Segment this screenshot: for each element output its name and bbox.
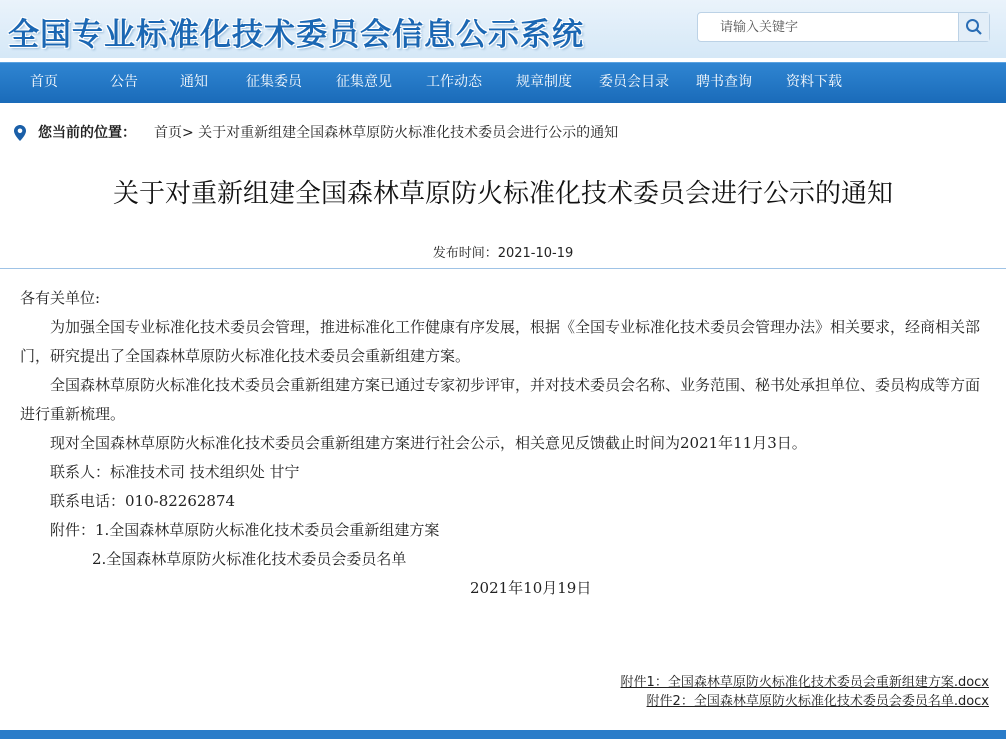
contact-phone: 联系电话：010-82262874 [50, 492, 236, 510]
breadcrumb [0, 118, 1006, 148]
paragraph-1: 为加强全国专业标准化技术委员会管理，推进标准化工作健康有序发展，根据《全国专业标准化技术委员会管理办法》相关要求，经商相关部门，研究提出了全国森林草原防火标准化技术委员会重新组建方案。 [20, 318, 981, 365]
attachment-list-1: 附件：1.全国森林草原防火标准化技术委员会重新组建方案 [50, 521, 440, 539]
attachment-link-1[interactable]: 附件1：全国森林草原防火标准化技术委员会重新组建方案.docx [620, 675, 989, 690]
nav-announcements[interactable]: 公告 [110, 74, 138, 90]
main-nav [0, 62, 1006, 103]
location-pin-icon [14, 125, 26, 141]
attachment-link-2[interactable]: 附件2：全国森林草原防火标准化技术委员会委员名单.docx [646, 694, 989, 709]
nav-work-news[interactable]: 工作动态 [426, 74, 482, 90]
search-icon [965, 18, 983, 36]
attachment-list-2: 2.全国森林草原防火标准化技术委员会委员名单 [92, 550, 407, 568]
nav-downloads[interactable]: 资料下载 [786, 74, 842, 90]
publish-info [0, 244, 1006, 264]
salutation: 各有关单位: [20, 289, 101, 307]
breadcrumb-path[interactable]: 首页> 关于对重新组建全国森林草原防火标准化技术委员会进行公示的通知 [154, 125, 619, 141]
paragraph-2: 全国森林草原防火标准化技术委员会重新组建方案已通过专家初步评审，并对技术委员会名称、业务范围、秘书处承担单位、委员构成等方面进行重新梳理。 [20, 376, 981, 423]
nav-regulations[interactable]: 规章制度 [516, 74, 572, 90]
article-title: 关于对重新组建全国森林草原防火标准化技术委员会进行公示的通知 [112, 179, 893, 209]
publish-label: 发布时间： [432, 246, 498, 261]
search-box [697, 12, 990, 42]
nav-solicit-opinions[interactable]: 征集意见 [336, 74, 392, 90]
site-header [0, 0, 1006, 58]
nav-notices[interactable]: 通知 [180, 74, 208, 90]
nav-home[interactable]: 首页 [30, 74, 58, 90]
nav-committee-directory[interactable]: 委员会目录 [599, 74, 669, 90]
nav-certificate-query[interactable]: 聘书查询 [696, 74, 752, 90]
breadcrumb-label: 您当前的位置： [38, 125, 136, 141]
footer-bar [0, 730, 1006, 739]
search-button[interactable] [958, 13, 989, 41]
publish-date: 2021-10-19 [497, 246, 574, 261]
site-title: 全国专业标准化技术委员会信息公示系统 [8, 17, 584, 53]
paragraph-3: 现对全国森林草原防火标准化技术委员会重新组建方案进行社会公示，相关意见反馈截止时间为2021年11月3日。 [50, 434, 807, 452]
sign-date: 2021年10月19日 [470, 579, 592, 597]
search-input[interactable] [720, 17, 950, 37]
divider [0, 268, 1006, 269]
article-body [20, 284, 986, 603]
contact-person: 联系人：标准技术司 技术组织处 甘宁 [50, 463, 300, 481]
nav-recruit-members[interactable]: 征集委员 [246, 74, 302, 90]
